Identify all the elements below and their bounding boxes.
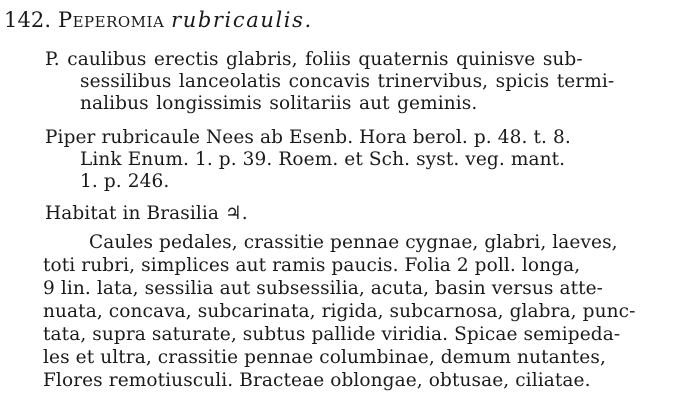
diagnosis-line: nalibus longissimis solitariis aut geminis.: [80, 93, 478, 114]
habitat-line: Habitat in Brasilia ♃.: [45, 203, 248, 224]
diagnosis-line: P. caulibus erectis glabris, foliis quaternis quinisve sub-: [45, 49, 583, 70]
description-line: nuata, concava, subcarinata, rigida, subcarnosa, glabra, punc-: [43, 301, 636, 322]
description-line: Caules pedales, crassitie pennae cygnae, glabri, laeves,: [89, 232, 618, 253]
synonymy-line: 1. p. 246.: [80, 171, 170, 192]
species-name: rubricaulis.: [171, 8, 313, 32]
description-line: tata, supra saturate, subtus pallide viridia. Spicae semipeda-: [43, 324, 621, 345]
synonymy-line: Piper rubricaule Nees ab Esenb. Hora berol. p. 48. t. 8.: [45, 127, 571, 148]
synonymy-line: Link Enum. 1. p. 39. Roem. et Sch. syst. veg. mant.: [80, 149, 566, 170]
description-line: 9 lin. lata, sessilia aut subsessilia, acuta, basin versus atte-: [43, 278, 604, 299]
description-line: Flores remotiusculi. Bracteae oblongae, obtusae, ciliatae.: [43, 370, 591, 391]
description-line: toti rubri, simplices aut ramis paucis. Folia 2 poll. longa,: [43, 255, 581, 276]
genus-name: Peperomia: [57, 8, 165, 32]
entry-heading: [4, 9, 313, 31]
diagnosis-line: sessilibus lanceolatis concavis trinervibus, spicis termi-: [80, 71, 615, 92]
entry-number: 142.: [4, 8, 52, 32]
description-line: les et ultra, crassitie pennae columbinae, demum nutantes,: [43, 347, 606, 368]
